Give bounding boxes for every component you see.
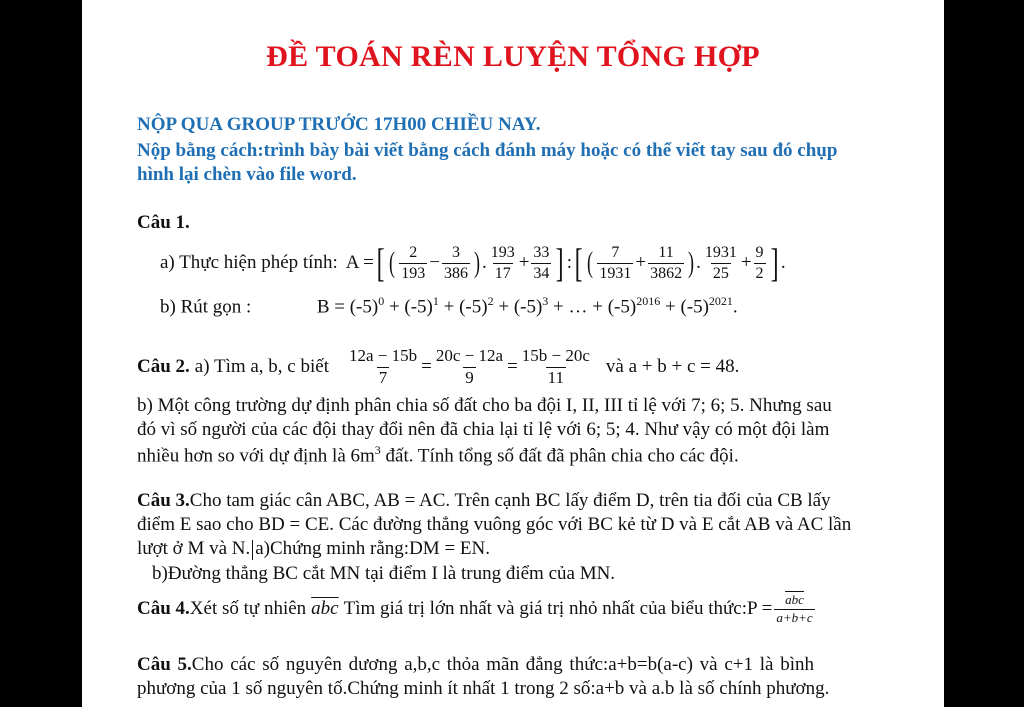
bracket-open: [ (376, 240, 385, 285)
q3-line-2: điểm E sao cho BD = CE. Các đường thẳng vuông góc với BC kẻ từ D và E cắt AB và AC lần (137, 514, 852, 535)
dot-op: . (696, 252, 701, 273)
notice-line-1: NỘP QUA GROUP TRƯỚC 17H00 CHIỀU NAY. (137, 114, 541, 135)
q2-b-line-2: đó vì số người của các đội thay đổi nên đã chia lại tỉ lệ với 6; 5; 4. Như vậy có một đội làm (137, 419, 830, 440)
notice-line-2: Nộp bằng cách:trình bày bài viết bằng cách đánh máy hoặc có thể viết tay sau đó chụp (137, 140, 838, 161)
plus-sign: + (635, 252, 647, 273)
q2-b-line-1: b) Một công trường dự định phân chia số đất cho ba đội I, II, III tỉ lệ với 7; 6; 5. Nhưng sau (137, 395, 832, 416)
q1-part-a (160, 238, 786, 288)
q1-b-label: b) Rút gọn : (160, 296, 252, 318)
q1-frac-5: $\frac{7}{1931}$ (599, 243, 632, 282)
q1-a-lhs: A = (345, 252, 374, 273)
dot-op: . (481, 252, 487, 273)
paren-close: ) (688, 246, 695, 279)
paren-open: ( (587, 246, 594, 279)
equals-sign: = (421, 356, 432, 377)
q1-heading: Câu 1. (137, 212, 190, 233)
q4-frac: $\frac{\overline{abc}}{a+b+c}$ (776, 592, 813, 625)
q3-heading: Câu 3. (137, 490, 190, 511)
q1-part-b: b) Rút gọn : $B = (-5)^0 + (-5)^1 + (-5)^2 + (-5)^3$ + … + $(-5)^{2016} + (-5)^{2021}$. (160, 294, 738, 318)
q1-a-label: a) Thực hiện phép tính: (160, 252, 338, 273)
q2-part-a (137, 344, 739, 390)
q2-a-tail: và a + b + c = 48. (605, 356, 740, 377)
q5-line-1: Câu 5.Cho các số nguyên dương a,b,c thỏa mãn đẳng thức:a+b=b(a-c) và c+1 là bình (137, 654, 814, 675)
q2-heading: Câu 2. (137, 356, 190, 377)
q1-frac-8: $\frac{9}{2}$ (755, 243, 764, 282)
plus-sign: + (740, 252, 752, 273)
q2-frac-2: $\frac{20c - 12a}{9}$ (435, 345, 504, 387)
q2-b-line-3: nhiều hơn so với dự định là $6m^3$ đất. Tính tổng số đất đã phân chia cho các đội. (137, 443, 739, 467)
q3-line-4: b)Đường thẳng BC cắt MN tại điểm I là trung điểm của MN. (152, 563, 616, 584)
q5-heading: Câu 5. (137, 654, 192, 675)
q3-line-3: lượt ở M và N. a)Chứng minh rằng:DM = EN. (137, 538, 490, 559)
period: . (780, 252, 786, 273)
q1-frac-3: $\frac{193}{17}$ (490, 243, 515, 282)
bracket-close: ] (556, 240, 565, 285)
q1-frac-4: $\frac{33}{34}$ (533, 243, 550, 282)
q4-heading: Câu 4. (137, 598, 190, 619)
paren-open: ( (389, 246, 396, 279)
q1-frac-1: $\frac{2}{193}$ (401, 243, 426, 282)
q4-abc: $\overline{abc}$ (311, 598, 339, 619)
q1-frac-7: $\frac{1931}{25}$ (704, 243, 737, 282)
text-cursor (252, 540, 253, 560)
q5-line-2: phương của 1 số nguyên tố.Chứng minh ít nhất 1 trong 2 số:a+b và a.b là số chính phương. (137, 678, 830, 699)
q3-line-1: Câu 3.Cho tam giác cân ABC, AB = AC. Trên cạnh BC lấy điểm D, trên tia đối của CB lấy (137, 490, 831, 511)
document-page (82, 0, 944, 707)
q2-a-label: a) Tìm a, b, c biết (194, 356, 329, 377)
equals-sign: = (507, 356, 518, 377)
q2-frac-3: $\frac{15b - 20c}{11}$ (521, 345, 590, 387)
plus-sign: + (518, 252, 530, 273)
bracket-close: ] (770, 240, 779, 285)
q1-frac-2: $\frac{3}{386}$ (443, 243, 468, 282)
notice-line-3: hình lại chèn vào file word. (137, 164, 357, 185)
paren-close: ) (473, 246, 480, 279)
minus-sign: − (429, 252, 440, 273)
q1-frac-6: $\frac{11}{3862}$ (650, 243, 683, 282)
q4-line: Câu 4. Xét số tự nhiên $\overline{abc}$ Tìm giá trị lớn nhất và giá trị nhỏ nhất của biểu thức:P = $\frac{\overline{abc}}{a+b+c}$ (137, 592, 813, 625)
document-title: ĐỀ TOÁN RÈN LUYỆN TỔNG HỢP (266, 40, 760, 73)
div-op: : (566, 252, 573, 273)
bracket-open: [ (574, 240, 583, 285)
q2-frac-1: $\frac{12a - 15b}{7}$ (348, 345, 418, 387)
